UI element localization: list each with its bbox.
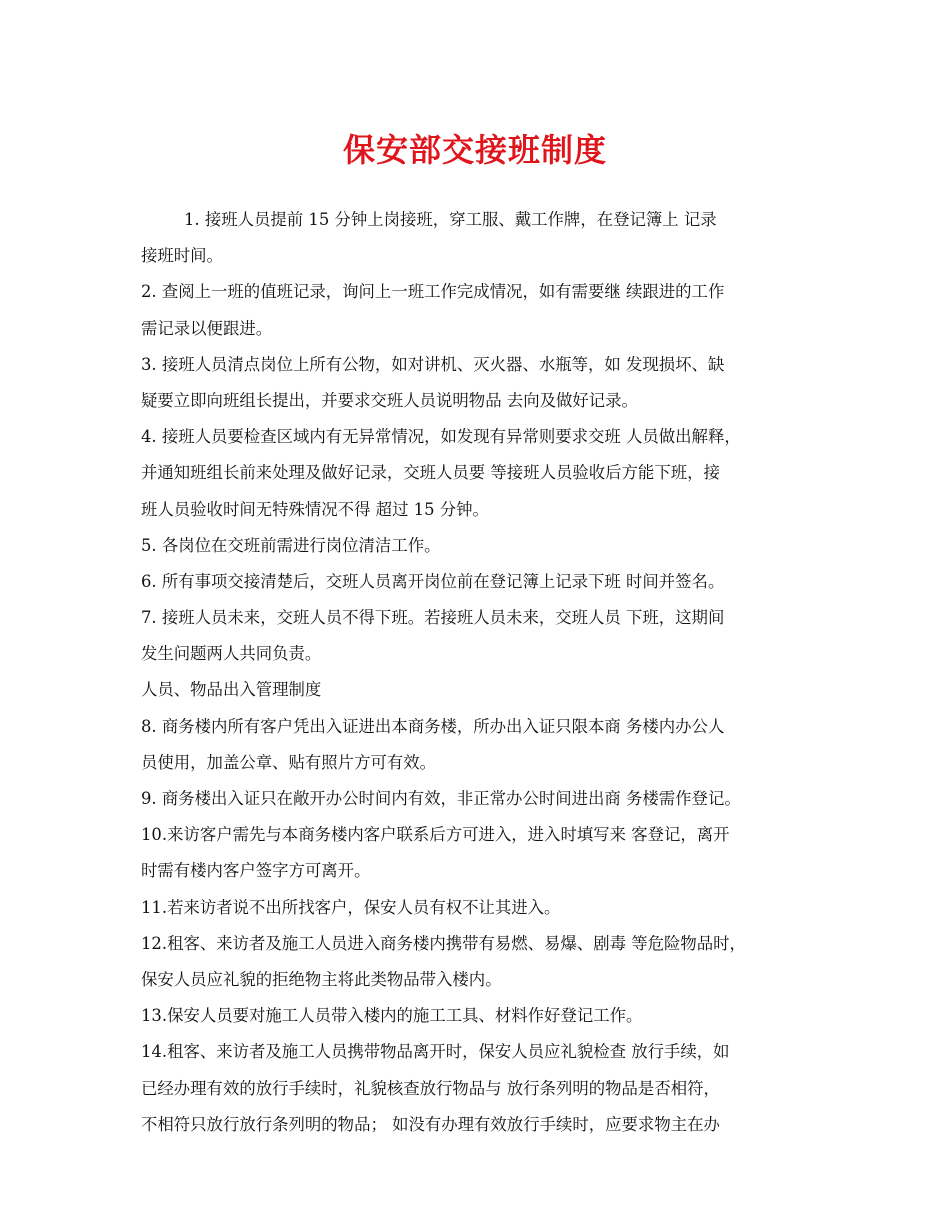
text-line: 时需有楼内客户签字方可离开。 [141,861,371,881]
text-line: 10.来访客户需先与本商务楼内客户联系后方可进入，进入时填写来 客登记，离开 [141,825,730,845]
document-body [141,202,821,1143]
text-line: 3. 接班人员清点岗位上所有公物，如对讲机、灭火器、水瓶等，如 发现损坏、缺 [141,354,725,374]
document-title: 保安部交接班制度 [342,131,607,169]
text-line: 保安人员应礼貌的拒绝物主将此类物品带入楼内。 [141,969,502,989]
text-line: 接班时间。 [141,246,223,266]
text-line: 6. 所有事项交接清楚后，交班人员离开岗位前在登记簿上记录下班 时间并签名。 [141,571,725,591]
text-line: 12.租客、来访者及施工人员进入商务楼内携带有易燃、易爆、剧毒 等危险物品时， [141,933,746,953]
text-line: 5. 各岗位在交班前需进行岗位清洁工作。 [141,535,441,555]
text-line: 2. 查阅上一班的值班记录，询问上一班工作完成情况，如有需要继 续跟进的工作 [141,282,725,302]
text-line: 发生问题两人共同负责。 [141,644,322,664]
text-line: 已经办理有效的放行手续时，礼貌核查放行物品与 放行条列明的物品是否相符， [141,1078,720,1098]
text-line: 并通知班组长前来处理及做好记录，交班人员要 等接班人员验收后方能下班，接 [141,463,720,483]
text-line: 不相符只放行放行条列明的物品； 如没有办理有效放行手续时，应要求物主在办 [141,1114,720,1134]
text-line: 班人员验收时间无特殊情况不得 超过 15 分钟。 [141,499,489,519]
text-line: 7. 接班人员未来，交班人员不得下班。若接班人员未来，交班人员 下班，这期间 [141,608,725,628]
text-line: 13.保安人员要对施工人员带入楼内的施工工具、材料作好登记工作。 [141,1006,643,1026]
text-line: 9. 商务楼出入证只在敞开办公时间内有效，非正常办公时间进出商 务楼需作登记。 [141,789,741,808]
text-line: 需记录以便跟进。 [141,318,273,338]
text-line: 1. 接班人员提前 15 分钟上岗接班，穿工服、戴工作牌，在登记簿上 记录 [184,210,717,229]
section-heading: 人员、物品出入管理制度 [141,680,322,700]
text-line: 员使用，加盖公章、贴有照片方可有效。 [141,752,437,772]
text-line: 14.租客、来访者及施工人员携带物品离开时，保安人员应礼貌检查 放行手续，如 [141,1042,730,1062]
text-line: 8. 商务楼内所有客户凭出入证进出本商务楼，所办出入证只限本商 务楼内办公人 [141,716,725,736]
text-line: 4. 接班人员要检查区域内有无异常情况，如发现有异常则要求交班 人员做出解释， [141,427,741,447]
text-line: 疑要立即向班组长提出，并要求交班人员说明物品 去向及做好记录。 [141,390,638,410]
text-line: 11.若来访者说不出所找客户，保安人员有权不让其进入。 [141,897,561,917]
